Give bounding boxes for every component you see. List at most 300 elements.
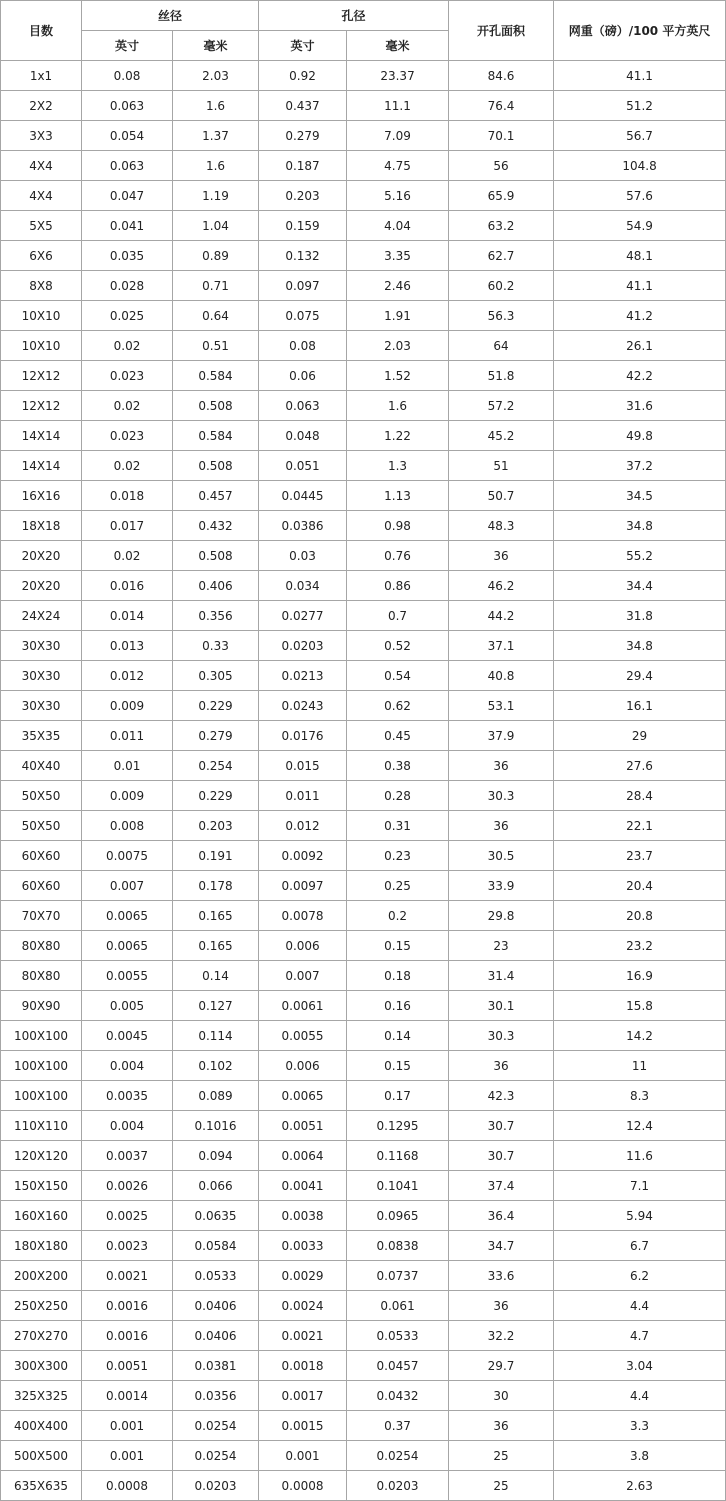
cell-aperture-mm: 11.1: [347, 91, 449, 121]
cell-wire-mm: 0.178: [173, 871, 259, 901]
cell-weight: 8.3: [554, 1081, 726, 1111]
cell-mesh: 160X160: [1, 1201, 82, 1231]
cell-aperture-inch: 0.06: [259, 361, 347, 391]
cell-open-area: 36: [449, 541, 554, 571]
cell-aperture-inch: 0.0018: [259, 1351, 347, 1381]
table-row: [1, 211, 726, 241]
cell-wire-inch: 0.054: [82, 121, 173, 151]
table-row: [1, 661, 726, 691]
cell-wire-mm: 0.0533: [173, 1261, 259, 1291]
cell-aperture-mm: 0.0965: [347, 1201, 449, 1231]
cell-weight: 12.4: [554, 1111, 726, 1141]
table-row: [1, 1261, 726, 1291]
cell-aperture-inch: 0.048: [259, 421, 347, 451]
cell-aperture-inch: 0.203: [259, 181, 347, 211]
cell-aperture-mm: 0.0737: [347, 1261, 449, 1291]
cell-mesh: 5X5: [1, 211, 82, 241]
cell-aperture-inch: 0.063: [259, 391, 347, 421]
cell-open-area: 45.2: [449, 421, 554, 451]
cell-wire-inch: 0.012: [82, 661, 173, 691]
cell-aperture-mm: 0.1041: [347, 1171, 449, 1201]
cell-aperture-mm: 0.17: [347, 1081, 449, 1111]
cell-aperture-inch: 0.0092: [259, 841, 347, 871]
cell-mesh: 50X50: [1, 781, 82, 811]
cell-aperture-mm: 0.31: [347, 811, 449, 841]
cell-mesh: 180X180: [1, 1231, 82, 1261]
cell-wire-mm: 1.19: [173, 181, 259, 211]
table-row: [1, 391, 726, 421]
cell-wire-mm: 0.71: [173, 271, 259, 301]
cell-aperture-inch: 0.0445: [259, 481, 347, 511]
cell-open-area: 48.3: [449, 511, 554, 541]
header-wire-inch: 英寸: [82, 31, 173, 61]
cell-weight: 57.6: [554, 181, 726, 211]
header-weight: 网重（磅）/100 平方英尺: [554, 1, 726, 61]
cell-wire-inch: 0.018: [82, 481, 173, 511]
cell-mesh: 30X30: [1, 631, 82, 661]
cell-open-area: 63.2: [449, 211, 554, 241]
cell-wire-inch: 0.013: [82, 631, 173, 661]
table-row: [1, 331, 726, 361]
cell-mesh: 40X40: [1, 751, 82, 781]
cell-mesh: 30X30: [1, 691, 82, 721]
cell-wire-mm: 0.114: [173, 1021, 259, 1051]
cell-aperture-inch: 0.0008: [259, 1471, 347, 1501]
cell-aperture-inch: 0.0203: [259, 631, 347, 661]
cell-wire-mm: 1.6: [173, 151, 259, 181]
cell-wire-mm: 0.165: [173, 901, 259, 931]
cell-wire-mm: 1.6: [173, 91, 259, 121]
cell-aperture-inch: 0.051: [259, 451, 347, 481]
cell-weight: 34.8: [554, 631, 726, 661]
cell-weight: 2.63: [554, 1471, 726, 1501]
table-row: [1, 1231, 726, 1261]
cell-open-area: 51: [449, 451, 554, 481]
cell-wire-inch: 0.035: [82, 241, 173, 271]
cell-open-area: 37.4: [449, 1171, 554, 1201]
cell-mesh: 80X80: [1, 931, 82, 961]
cell-aperture-mm: 0.25: [347, 871, 449, 901]
cell-wire-mm: 0.229: [173, 781, 259, 811]
table-row: [1, 601, 726, 631]
cell-aperture-mm: 0.0838: [347, 1231, 449, 1261]
cell-weight: 55.2: [554, 541, 726, 571]
cell-aperture-inch: 0.0038: [259, 1201, 347, 1231]
cell-mesh: 150X150: [1, 1171, 82, 1201]
cell-aperture-mm: 0.76: [347, 541, 449, 571]
cell-weight: 37.2: [554, 451, 726, 481]
cell-weight: 11.6: [554, 1141, 726, 1171]
cell-wire-inch: 0.0016: [82, 1291, 173, 1321]
table-row: [1, 1201, 726, 1231]
table-row: [1, 1291, 726, 1321]
cell-wire-mm: 0.0406: [173, 1321, 259, 1351]
cell-aperture-inch: 0.0029: [259, 1261, 347, 1291]
cell-aperture-mm: 7.09: [347, 121, 449, 151]
cell-weight: 48.1: [554, 241, 726, 271]
cell-wire-mm: 0.89: [173, 241, 259, 271]
cell-wire-inch: 0.014: [82, 601, 173, 631]
cell-open-area: 64: [449, 331, 554, 361]
cell-aperture-inch: 0.132: [259, 241, 347, 271]
table-row: [1, 1411, 726, 1441]
cell-mesh: 12X12: [1, 391, 82, 421]
cell-wire-mm: 0.0584: [173, 1231, 259, 1261]
cell-mesh: 70X70: [1, 901, 82, 931]
cell-open-area: 33.6: [449, 1261, 554, 1291]
cell-open-area: 70.1: [449, 121, 554, 151]
cell-weight: 34.4: [554, 571, 726, 601]
cell-aperture-mm: 2.46: [347, 271, 449, 301]
cell-aperture-mm: 0.0533: [347, 1321, 449, 1351]
cell-wire-mm: 0.432: [173, 511, 259, 541]
cell-wire-mm: 0.33: [173, 631, 259, 661]
cell-mesh: 20X20: [1, 541, 82, 571]
cell-weight: 14.2: [554, 1021, 726, 1051]
cell-weight: 23.7: [554, 841, 726, 871]
cell-open-area: 30.1: [449, 991, 554, 1021]
table-row: [1, 451, 726, 481]
cell-aperture-mm: 0.1168: [347, 1141, 449, 1171]
table-row: [1, 1381, 726, 1411]
table-row: [1, 1171, 726, 1201]
table-row: [1, 1111, 726, 1141]
cell-weight: 26.1: [554, 331, 726, 361]
cell-wire-inch: 0.02: [82, 331, 173, 361]
cell-wire-inch: 0.047: [82, 181, 173, 211]
cell-aperture-inch: 0.0041: [259, 1171, 347, 1201]
cell-wire-inch: 0.0025: [82, 1201, 173, 1231]
cell-wire-inch: 0.0051: [82, 1351, 173, 1381]
cell-wire-mm: 0.305: [173, 661, 259, 691]
cell-aperture-mm: 0.2: [347, 901, 449, 931]
cell-weight: 3.8: [554, 1441, 726, 1471]
cell-aperture-inch: 0.0213: [259, 661, 347, 691]
cell-wire-mm: 0.0254: [173, 1441, 259, 1471]
cell-aperture-inch: 0.006: [259, 1051, 347, 1081]
cell-wire-mm: 0.089: [173, 1081, 259, 1111]
cell-wire-inch: 0.023: [82, 361, 173, 391]
cell-open-area: 30.3: [449, 781, 554, 811]
cell-aperture-mm: 0.45: [347, 721, 449, 751]
cell-weight: 41.2: [554, 301, 726, 331]
cell-mesh: 20X20: [1, 571, 82, 601]
cell-open-area: 25: [449, 1471, 554, 1501]
table-row: [1, 571, 726, 601]
cell-aperture-mm: 0.38: [347, 751, 449, 781]
cell-wire-mm: 0.508: [173, 391, 259, 421]
cell-wire-inch: 0.02: [82, 451, 173, 481]
cell-open-area: 31.4: [449, 961, 554, 991]
cell-weight: 41.1: [554, 61, 726, 91]
cell-aperture-mm: 0.0203: [347, 1471, 449, 1501]
cell-mesh: 12X12: [1, 361, 82, 391]
cell-open-area: 51.8: [449, 361, 554, 391]
cell-wire-inch: 0.011: [82, 721, 173, 751]
cell-aperture-inch: 0.0017: [259, 1381, 347, 1411]
cell-weight: 6.7: [554, 1231, 726, 1261]
cell-mesh: 300X300: [1, 1351, 82, 1381]
cell-wire-mm: 0.0381: [173, 1351, 259, 1381]
cell-open-area: 44.2: [449, 601, 554, 631]
table-row: [1, 1351, 726, 1381]
cell-aperture-inch: 0.279: [259, 121, 347, 151]
cell-aperture-inch: 0.0033: [259, 1231, 347, 1261]
cell-open-area: 36: [449, 1291, 554, 1321]
cell-wire-inch: 0.0026: [82, 1171, 173, 1201]
cell-aperture-mm: 4.75: [347, 151, 449, 181]
cell-mesh: 60X60: [1, 841, 82, 871]
cell-wire-inch: 0.008: [82, 811, 173, 841]
cell-aperture-inch: 0.437: [259, 91, 347, 121]
cell-aperture-inch: 0.92: [259, 61, 347, 91]
cell-wire-inch: 0.0016: [82, 1321, 173, 1351]
cell-open-area: 25: [449, 1441, 554, 1471]
cell-mesh: 10X10: [1, 301, 82, 331]
cell-weight: 23.2: [554, 931, 726, 961]
table-row: [1, 1141, 726, 1171]
cell-weight: 29: [554, 721, 726, 751]
cell-mesh: 100X100: [1, 1021, 82, 1051]
cell-wire-inch: 0.0021: [82, 1261, 173, 1291]
cell-aperture-mm: 0.15: [347, 931, 449, 961]
table-row: [1, 511, 726, 541]
cell-weight: 51.2: [554, 91, 726, 121]
cell-aperture-inch: 0.075: [259, 301, 347, 331]
table-row: [1, 691, 726, 721]
cell-aperture-inch: 0.034: [259, 571, 347, 601]
cell-weight: 49.8: [554, 421, 726, 451]
cell-aperture-inch: 0.08: [259, 331, 347, 361]
table-row: [1, 781, 726, 811]
cell-open-area: 84.6: [449, 61, 554, 91]
cell-wire-mm: 0.203: [173, 811, 259, 841]
cell-aperture-mm: 5.16: [347, 181, 449, 211]
table-row: [1, 91, 726, 121]
cell-aperture-mm: 4.04: [347, 211, 449, 241]
cell-wire-inch: 0.007: [82, 871, 173, 901]
cell-aperture-inch: 0.0055: [259, 1021, 347, 1051]
cell-weight: 28.4: [554, 781, 726, 811]
cell-wire-mm: 0.229: [173, 691, 259, 721]
cell-mesh: 635X635: [1, 1471, 82, 1501]
cell-open-area: 36: [449, 751, 554, 781]
cell-open-area: 40.8: [449, 661, 554, 691]
table-row: [1, 301, 726, 331]
table-row: [1, 1021, 726, 1051]
cell-wire-inch: 0.0035: [82, 1081, 173, 1111]
cell-mesh: 6X6: [1, 241, 82, 271]
cell-mesh: 270X270: [1, 1321, 82, 1351]
table-row: [1, 421, 726, 451]
cell-mesh: 14X14: [1, 451, 82, 481]
cell-wire-inch: 0.041: [82, 211, 173, 241]
cell-weight: 29.4: [554, 661, 726, 691]
cell-wire-inch: 0.0037: [82, 1141, 173, 1171]
cell-weight: 7.1: [554, 1171, 726, 1201]
cell-aperture-mm: 23.37: [347, 61, 449, 91]
cell-weight: 5.94: [554, 1201, 726, 1231]
cell-aperture-mm: 0.28: [347, 781, 449, 811]
cell-open-area: 60.2: [449, 271, 554, 301]
cell-open-area: 37.9: [449, 721, 554, 751]
header-aperture-inch: 英寸: [259, 31, 347, 61]
cell-mesh: 200X200: [1, 1261, 82, 1291]
table-row: [1, 1441, 726, 1471]
cell-mesh: 8X8: [1, 271, 82, 301]
cell-wire-inch: 0.009: [82, 781, 173, 811]
cell-wire-mm: 0.64: [173, 301, 259, 331]
cell-aperture-inch: 0.0243: [259, 691, 347, 721]
cell-weight: 6.2: [554, 1261, 726, 1291]
table-row: [1, 841, 726, 871]
cell-wire-mm: 0.51: [173, 331, 259, 361]
cell-wire-mm: 0.0356: [173, 1381, 259, 1411]
cell-aperture-inch: 0.011: [259, 781, 347, 811]
cell-open-area: 30.7: [449, 1111, 554, 1141]
cell-aperture-mm: 0.0254: [347, 1441, 449, 1471]
cell-open-area: 36: [449, 1411, 554, 1441]
table-row: [1, 1051, 726, 1081]
table-row: [1, 991, 726, 1021]
cell-aperture-mm: 0.1295: [347, 1111, 449, 1141]
cell-aperture-inch: 0.159: [259, 211, 347, 241]
cell-mesh: 1x1: [1, 61, 82, 91]
cell-weight: 4.4: [554, 1381, 726, 1411]
cell-mesh: 3X3: [1, 121, 82, 151]
table-row: [1, 541, 726, 571]
cell-aperture-inch: 0.0024: [259, 1291, 347, 1321]
cell-wire-mm: 0.406: [173, 571, 259, 601]
cell-aperture-inch: 0.0176: [259, 721, 347, 751]
cell-wire-mm: 1.04: [173, 211, 259, 241]
cell-wire-inch: 0.01: [82, 751, 173, 781]
header-wire-mm: 毫米: [173, 31, 259, 61]
cell-wire-inch: 0.004: [82, 1111, 173, 1141]
table-row: [1, 241, 726, 271]
cell-wire-inch: 0.025: [82, 301, 173, 331]
cell-aperture-mm: 1.91: [347, 301, 449, 331]
cell-wire-mm: 0.254: [173, 751, 259, 781]
cell-wire-inch: 0.0008: [82, 1471, 173, 1501]
cell-wire-inch: 0.001: [82, 1441, 173, 1471]
cell-open-area: 36.4: [449, 1201, 554, 1231]
cell-open-area: 23: [449, 931, 554, 961]
table-row: [1, 631, 726, 661]
cell-wire-mm: 0.165: [173, 931, 259, 961]
cell-open-area: 30.3: [449, 1021, 554, 1051]
cell-open-area: 42.3: [449, 1081, 554, 1111]
cell-mesh: 100X100: [1, 1081, 82, 1111]
cell-aperture-inch: 0.006: [259, 931, 347, 961]
cell-wire-inch: 0.0023: [82, 1231, 173, 1261]
cell-wire-mm: 0.0254: [173, 1411, 259, 1441]
cell-aperture-mm: 2.03: [347, 331, 449, 361]
cell-weight: 27.6: [554, 751, 726, 781]
cell-mesh: 50X50: [1, 811, 82, 841]
cell-open-area: 32.2: [449, 1321, 554, 1351]
cell-wire-inch: 0.0014: [82, 1381, 173, 1411]
cell-open-area: 65.9: [449, 181, 554, 211]
cell-wire-inch: 0.08: [82, 61, 173, 91]
cell-mesh: 325X325: [1, 1381, 82, 1411]
cell-open-area: 76.4: [449, 91, 554, 121]
table-row: [1, 961, 726, 991]
cell-aperture-mm: 0.15: [347, 1051, 449, 1081]
cell-mesh: 16X16: [1, 481, 82, 511]
cell-wire-mm: 0.0635: [173, 1201, 259, 1231]
cell-wire-mm: 0.191: [173, 841, 259, 871]
cell-wire-inch: 0.004: [82, 1051, 173, 1081]
cell-weight: 34.5: [554, 481, 726, 511]
cell-wire-inch: 0.028: [82, 271, 173, 301]
cell-wire-mm: 0.457: [173, 481, 259, 511]
cell-aperture-inch: 0.0061: [259, 991, 347, 1021]
cell-wire-inch: 0.063: [82, 91, 173, 121]
cell-aperture-inch: 0.0051: [259, 1111, 347, 1141]
table-row: [1, 751, 726, 781]
cell-aperture-mm: 0.061: [347, 1291, 449, 1321]
cell-wire-mm: 0.066: [173, 1171, 259, 1201]
cell-weight: 20.8: [554, 901, 726, 931]
cell-mesh: 30X30: [1, 661, 82, 691]
cell-wire-mm: 0.584: [173, 361, 259, 391]
cell-open-area: 36: [449, 1051, 554, 1081]
cell-wire-inch: 0.0065: [82, 901, 173, 931]
cell-weight: 34.8: [554, 511, 726, 541]
cell-wire-inch: 0.063: [82, 151, 173, 181]
header-aperture-mm: 毫米: [347, 31, 449, 61]
cell-aperture-inch: 0.0021: [259, 1321, 347, 1351]
cell-wire-mm: 0.14: [173, 961, 259, 991]
cell-wire-mm: 0.102: [173, 1051, 259, 1081]
header-row-1: [1, 1, 726, 31]
cell-aperture-mm: 0.52: [347, 631, 449, 661]
cell-wire-inch: 0.0075: [82, 841, 173, 871]
cell-aperture-mm: 0.98: [347, 511, 449, 541]
cell-aperture-inch: 0.0386: [259, 511, 347, 541]
cell-mesh: 24X24: [1, 601, 82, 631]
cell-weight: 104.8: [554, 151, 726, 181]
cell-wire-mm: 0.1016: [173, 1111, 259, 1141]
cell-weight: 31.8: [554, 601, 726, 631]
cell-wire-mm: 0.094: [173, 1141, 259, 1171]
cell-weight: 31.6: [554, 391, 726, 421]
cell-weight: 56.7: [554, 121, 726, 151]
cell-aperture-mm: 0.0432: [347, 1381, 449, 1411]
cell-open-area: 37.1: [449, 631, 554, 661]
cell-aperture-mm: 0.14: [347, 1021, 449, 1051]
cell-aperture-inch: 0.0064: [259, 1141, 347, 1171]
cell-mesh: 120X120: [1, 1141, 82, 1171]
table-row: [1, 1471, 726, 1501]
cell-open-area: 62.7: [449, 241, 554, 271]
table-row: [1, 61, 726, 91]
table-row: [1, 121, 726, 151]
cell-open-area: 30.5: [449, 841, 554, 871]
cell-aperture-mm: 1.52: [347, 361, 449, 391]
cell-weight: 16.9: [554, 961, 726, 991]
cell-aperture-inch: 0.0097: [259, 871, 347, 901]
cell-open-area: 56: [449, 151, 554, 181]
cell-aperture-mm: 0.16: [347, 991, 449, 1021]
header-aperture: 孔径: [259, 1, 449, 31]
table-row: [1, 901, 726, 931]
cell-aperture-mm: 1.22: [347, 421, 449, 451]
cell-aperture-inch: 0.012: [259, 811, 347, 841]
cell-mesh: 60X60: [1, 871, 82, 901]
cell-mesh: 35X35: [1, 721, 82, 751]
